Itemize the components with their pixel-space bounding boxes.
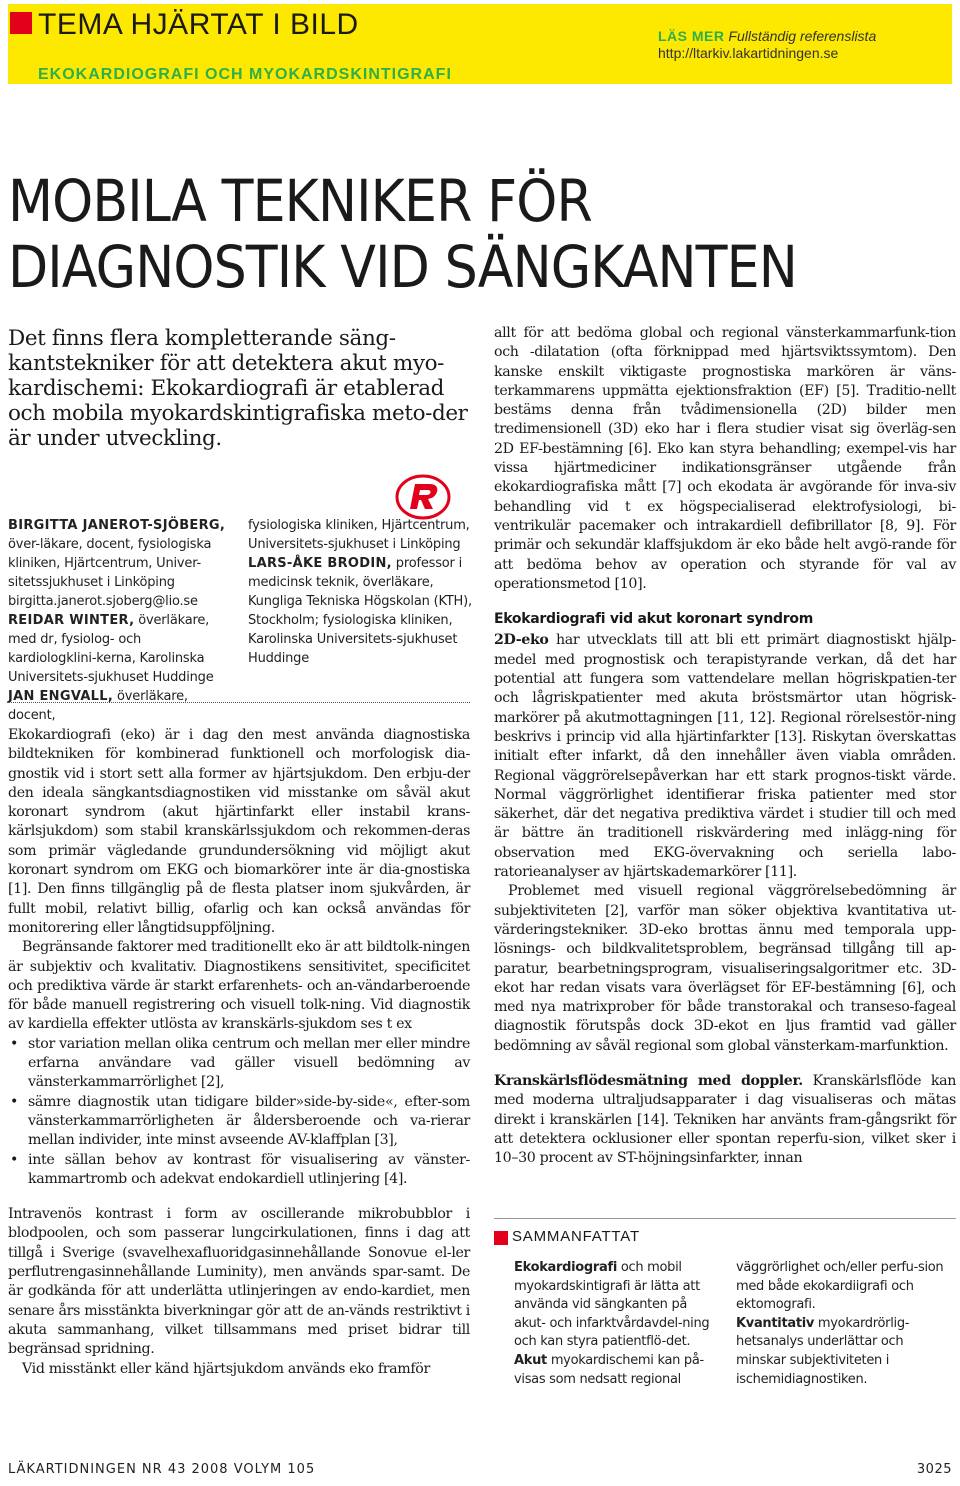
section-header-bar bbox=[8, 4, 952, 84]
bullet-list bbox=[8, 1035, 470, 1189]
author-name: BIRGITTA JANEROT-SJÖBERG, bbox=[8, 518, 226, 533]
summary-column: Ekokardiografi och mobil myokardskintigrafi är lätta att använda vid sängkanten på akut- och infarktvårdavdel-ning och kan styra patientflö-det. Akut myokardischemi kan på-visas som nedsatt regional bbox=[514, 1260, 710, 1387]
author-affiliation: över-läkare, docent, fysiologiska kliniken, Hjärtcentrum, Univer-sitetssjukhuset i Linköping bbox=[8, 537, 212, 590]
red-square-icon bbox=[10, 12, 32, 34]
list-item: • inte sällan behov av kontrast för visualisering av vänster-kammartromb och adekvat endokardiell utlinjering [4]. bbox=[28, 1151, 470, 1190]
author-email[interactable]: birgitta.janerot.sjoberg@lio.se bbox=[8, 594, 198, 609]
title-line-1: MOBILA TEKNIKER FÖR bbox=[8, 167, 592, 235]
author-affiliation: överläkare, med dr, fysiolog- och kardiologklini-kerna, Karolinska Universitets-sjukhuset Huddinge bbox=[8, 613, 214, 685]
author-list-a bbox=[8, 516, 233, 725]
author-affiliation: fysiologiska kliniken, Hjärtcentrum, Universitets-sjukhuset i Linköping bbox=[248, 518, 470, 552]
section-heading: Ekokardiografi vid akut koronart syndrom bbox=[494, 611, 813, 628]
paragraph: 2D-eko har utvecklats till att bli ett primärt diagnostiskt hjälp-medel med prognostisk och terapistyrande verkan, då det har potential att fungera som vattendelare mellan högriskpatien-ter och lågriskpatienter med akuta bröstsmärtor utan högrisk-markörer på akutmottagningen [11, 12]. Regional rörelsestör-ning beskrivs i princip vid alla hjärtinfarkter [13]. Riskytan överskattas initialt efter infarkt, då den innehåller även viabla områden. Regional väggrörelsepåverkan har ett stark prognos-tiskt värde. Normal väggrörlighet identifierar friska patienter med stor säkerhet, där det negativa prediktiva värdet i studier till och med är bättre än traditionell riskvärdering med inlägg-ning för observation med EKG-övervakning och seriella labo-ratorieanalyser av hjärtskademarkörer [11]. bbox=[494, 632, 956, 881]
summary-title: SAMMANFATTAT bbox=[512, 1228, 640, 1245]
red-square-icon bbox=[494, 1231, 508, 1245]
body-column-left bbox=[8, 726, 470, 1379]
r-logo-icon bbox=[393, 474, 451, 520]
reference-title: Fullständig referenslista bbox=[724, 28, 877, 44]
reference-note bbox=[658, 28, 948, 62]
summary-box bbox=[494, 1218, 956, 1418]
read-more-label: LÄS MER bbox=[658, 28, 725, 44]
reference-url[interactable]: http://ltarkiv.lakartidningen.se bbox=[658, 45, 839, 61]
paragraph: Problemet med visuell regional väggrörelsebedömning är subjektiviteten [2], varför man söker objektiva kvantitativa ut-värderingstekniker. 3D-eko brottas ännu med temporala upp-lösnings- och bildkvalitetsproblem, begränsad tillgång till ap-paratur, bearbetningsprogram, visualiseringsalgoritmer etc. 3D-ekot har redan visats vara överlägset för EF-bestämning [6], och med nya matrixprober för både transtorakal och transeso-fageal diagnostik förutspås dock 3D-ekot en ljus framtid vad gäller bedömning av såväl regional som global vänsterkam-marfunktion. bbox=[494, 883, 956, 1054]
author-affiliation: överläkare, docent, bbox=[8, 689, 188, 723]
author-list-b bbox=[248, 516, 473, 668]
summary-column: väggrörlighet och/eller perfu-sion med både ekokardiigrafi och ektomografi. Kvantitativ myokardrörlig-hetsanalys underlättar och minskar subjektiviteten i ischemidiagnostiken. bbox=[736, 1260, 944, 1387]
paragraph: Intravenös kontrast i form av oscillerande mikrobubblor i blodpoolen, och som passerar lungcirkulationen, finns i dag att tillgå i Sverige (svavelhexafluoridgasinnehållande Sonovue el-ler perflutrengasinnehållande Luminity), men används spar-samt. De är godkända för att underlätta utlinjeringen av endo-kardiet, men senare års misstänkta biverkningar gör att de an-vänds restriktivt i akuta sammanhang, vilket tillsammans med priset bidrar till begränsad spridning. bbox=[8, 1206, 470, 1358]
run-in-heading: Kranskärlsflödesmätning med doppler. bbox=[494, 1072, 803, 1089]
list-item: • sämre diagnostik utan tidigare bilder»side-by-side«, efter-som vänsterkammarrörligheten är åldersberoende och va-rierar mellan individer, inte minst avseende AV-klaffplan [3], bbox=[28, 1093, 470, 1151]
author-name: JAN ENGVALL, bbox=[8, 689, 114, 704]
paragraph: Vid misstänkt eller känd hjärtsjukdom används eko framför bbox=[22, 1360, 430, 1377]
author-affiliation: professor i medicinsk teknik, överläkare, Kungliga Tekniska Högskolan (KTH), Stockholm; fysiologiska kliniken, Karolinska Universitets-sjukhuset Huddinge bbox=[248, 556, 472, 666]
paragraph: Begränsande faktorer med traditionellt eko är att bildtolk-ningen är subjektiv och kvalitativ. Diagnostikens sensitivitet, specificitet och prediktiva värde är starkt erfarenhets- och an-vändarberoende för både manuell registrering och visuell tolk-ning. Vid diagnostik av kardiella effekter utlösta av kranskärls-sjukdom ses t ex bbox=[8, 939, 470, 1033]
article-lead: Det finns flera kompletterande säng-kantstekniker för att detektera akut myo-kardischemi: Ekokardiografi är etablerad och mobila myokardskintigrafiska meto-der är under utveckling. bbox=[8, 326, 468, 451]
page-number: 3025 bbox=[916, 1462, 952, 1477]
journal-issue: LÄKARTIDNINGEN NR 43 2008 VOLYM 105 bbox=[8, 1462, 316, 1477]
section-kicker: TEMA HJÄRTAT I BILD bbox=[38, 8, 359, 41]
list-item: • stor variation mellan olika centrum och mellan mer eller mindre erfarna användare vad gäller visuell bedömning av vänsterkammarrörlighet [2], bbox=[28, 1035, 470, 1093]
section-subkicker: EKOKARDIOGRAFI OCH MYOKARDSKINTIGRAFI bbox=[38, 66, 452, 83]
article-title bbox=[8, 168, 854, 300]
run-in-heading: 2D-eko bbox=[494, 632, 549, 649]
title-line-2: DIAGNOSTIK VID SÄNGKANTEN bbox=[8, 233, 797, 301]
paragraph: Kranskärlsflödesmätning med doppler. Kranskärlsflöde kan med moderna ultraljudsapparater i dag visualiseras och mätas direkt i kranskärlen [14]. Tekniken har använts fram-gångsrikt för att detektera ocklusioner eller spontan reperfu-sion, vilket sker i 10–30 procent av ST-höjningsinfarkter, innan bbox=[494, 1072, 956, 1167]
author-name: REIDAR WINTER, bbox=[8, 613, 135, 628]
body-column-right bbox=[494, 324, 956, 1168]
dotted-divider bbox=[8, 702, 470, 703]
paragraph: allt för att bedöma global och regional vänsterkammarfunk-tion och -dilatation (ofta förknippad med hjärtsviktssymtom). Den kanske enskilt viktigaste prognostiska markören är väns-terkammarens uppmätta ejektionsfraktion (EF) [5]. Traditio-nellt bestäms denna från tvådimensionella (2D) bilder men tredimensionell (3D) eko har i flera studier visat sig överläg-sen 2D EF-bestämning [6]. Eko kan styra behandling; exempel-vis har vissa hjärtmediciner indikationsgränser utgående från ekokardiografiska mått [7] och ekodata är avgörande för inva-siv behandling vid t ex högspecialiserad elektrofysiologi, bi-ventrikulär pacemaker och intrakardiell defibrillator [8, 9]. För primär och sekundär klaffsjukdom är eko både helt avgö-rande för att bedöma behov av operation och styrande för val av operationsmetod [10]. bbox=[494, 325, 956, 592]
paragraph: Ekokardiografi (eko) är i dag den mest använda diagnostiska bildtekniken för kombinerad funktionell och morfologisk dia-gnostik vid i stort sett alla former av hjärtsjukdom. Den erbju-der den ideala sängkantsdiagnostiken vid misstanke om såväl akut koronart syndrom (akut hjärtinfarkt eller instabil krans-kärlsjukdom) som stabil kranskärlssjukdom och rekommen-deras som primär vägledande grundundersökning vid möjligt akut koronart syndrom om EKG och biomarkörer inte är dia-gnostiska [1]. Den finns tillgänglig på de flesta platser inom sjukvården, är fullt mobil, relativt billig, ofarlig och kan också användas för monitorering eller långtidsuppföljning. bbox=[8, 727, 470, 936]
author-name: LARS-ÅKE BRODIN, bbox=[248, 556, 392, 571]
